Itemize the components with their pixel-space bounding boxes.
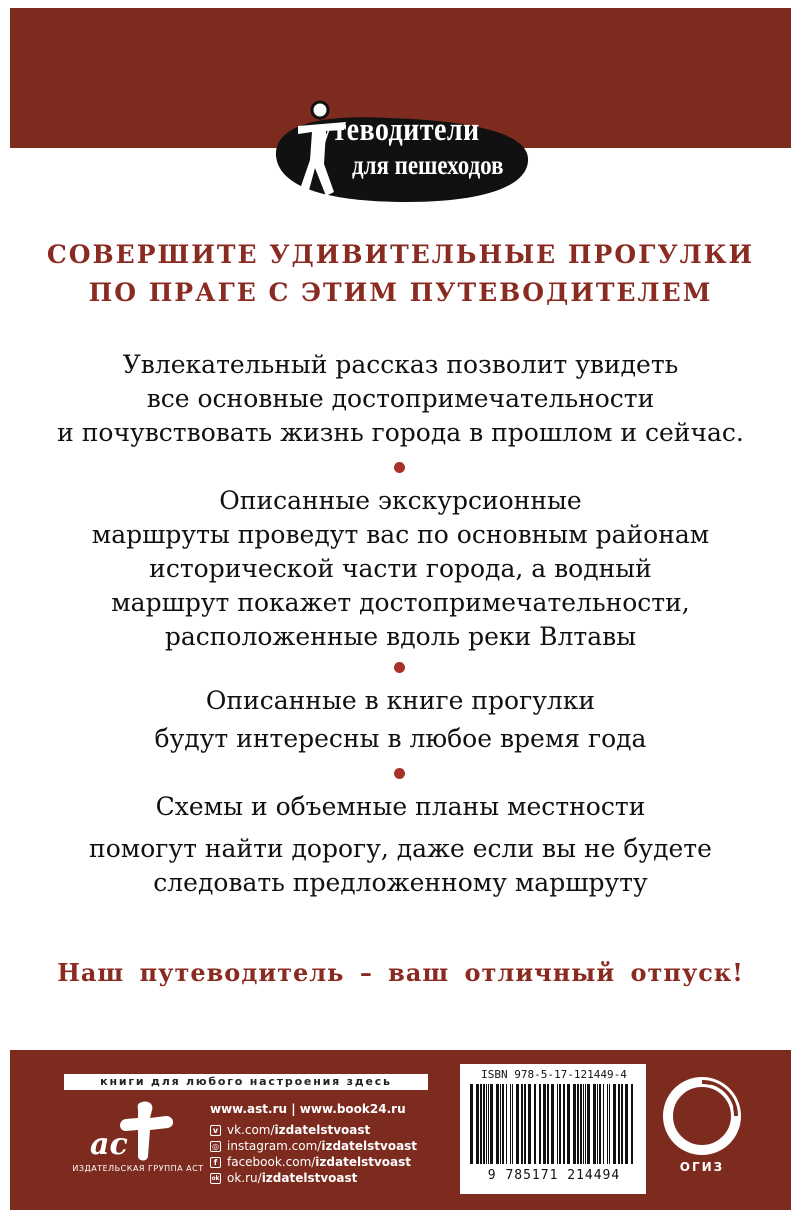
barcode: [468, 1084, 640, 1166]
barcode-bar: [551, 1084, 554, 1164]
vk-icon: v: [210, 1125, 221, 1136]
paragraph-2-line-3: исторической части города, а водный: [149, 554, 652, 583]
barcode-bar: [516, 1084, 519, 1164]
barcode-bar: [502, 1084, 504, 1164]
barcode-bar: [625, 1084, 628, 1164]
bullet-dot: [394, 462, 405, 473]
barcode-bar: [607, 1084, 608, 1164]
barcode-bar: [496, 1084, 499, 1164]
barcode-bar: [631, 1084, 633, 1164]
barcode-bar: [567, 1084, 570, 1164]
social-link-vk[interactable]: [210, 1122, 417, 1138]
barcode-bar: [521, 1084, 523, 1164]
social-handle: izdatelstvoast: [261, 1171, 358, 1185]
website-links[interactable]: www.ast.ru | www.book24.ru: [210, 1102, 406, 1116]
barcode-bar: [512, 1084, 513, 1164]
social-prefix: ok.ru/: [227, 1171, 262, 1185]
paragraph-2-line-1: Описанные экскурсионные: [219, 486, 582, 515]
logo-subtitle: для пешеходов: [352, 150, 504, 180]
barcode-bar: [470, 1084, 473, 1164]
social-handle: izdatelstvoast: [315, 1155, 411, 1169]
paragraph-2-line-5: расположенные вдоль реки Влтавы: [164, 622, 637, 651]
isbn-number: ISBN 978-5-17-121449-4: [481, 1068, 627, 1081]
barcode-bar: [559, 1084, 561, 1164]
barcode-bar: [483, 1084, 485, 1164]
social-link-instagram[interactable]: [210, 1138, 417, 1154]
barcode-bar: [599, 1084, 601, 1164]
barcode-bar: [585, 1084, 586, 1164]
barcode-bar: [557, 1084, 558, 1164]
barcode-bar: [534, 1084, 536, 1164]
instagram-icon: ◎: [210, 1141, 221, 1152]
barcode-bar: [609, 1084, 610, 1164]
ast-cross-icon: [120, 1101, 173, 1160]
ast-logo: [86, 1098, 182, 1164]
paragraph-4-line-2: помогут найти дорогу, даже если вы не будете: [89, 834, 712, 863]
facebook-icon: f: [210, 1157, 221, 1168]
barcode-bar: [587, 1084, 590, 1164]
barcode-bar: [476, 1084, 479, 1164]
barcode-bar: [563, 1084, 565, 1164]
barcode-bar: [613, 1084, 616, 1164]
slogan: Наш путеводитель – ваш отличный отпуск!: [57, 958, 744, 987]
logo-title: утеводители: [318, 112, 480, 148]
barcode-bar: [486, 1084, 487, 1164]
barcode-bar: [618, 1084, 620, 1164]
barcode-bar: [488, 1084, 489, 1164]
barcode-bar: [577, 1084, 579, 1164]
odnoklassniki-icon: ok: [211, 1174, 220, 1182]
barcode-bar: [490, 1084, 493, 1164]
paragraph-4-line-3: следовать предложенному маршруту: [153, 868, 648, 897]
paragraph-4-line-1: Схемы и объемные планы местности: [155, 792, 646, 821]
barcode-bar: [543, 1084, 546, 1164]
barcode-bar: [597, 1084, 598, 1164]
social-link-facebook[interactable]: [210, 1154, 417, 1170]
barcode-bar: [580, 1084, 582, 1164]
barcode-bar: [621, 1084, 623, 1164]
paragraph-3-line-2: будут интересны в любое время года: [154, 724, 647, 753]
barcode-bar: [500, 1084, 501, 1164]
ean-number: 9 785171 214494: [487, 1168, 621, 1183]
barcode-bar: [528, 1084, 531, 1164]
barcode-bar: [603, 1084, 604, 1164]
publisher-name: ИЗДАТЕЛЬСКАЯ ГРУППА АСТ: [72, 1164, 204, 1173]
paragraph-1-line-2: все основные достопримечательности: [146, 384, 655, 413]
barcode-bar: [524, 1084, 526, 1164]
paragraph-2-line-4: маршрут покажет достопримечательности,: [111, 588, 690, 617]
barcode-bar: [573, 1084, 576, 1164]
social-prefix: vk.com/: [227, 1123, 275, 1137]
bullet-dot: [394, 768, 405, 779]
paragraph-3-line-1: Описанные в книге прогулки: [205, 686, 596, 715]
social-prefix: facebook.com/: [227, 1155, 316, 1169]
barcode-bar: [510, 1084, 511, 1164]
bullet-dot: [394, 662, 405, 673]
barcode-bar: [547, 1084, 549, 1164]
ogiz-logo: [662, 1076, 742, 1156]
barcode-bar: [480, 1084, 482, 1164]
headline-line-2: ПО ПРАГЕ С ЭТИМ ПУТЕВОДИТЕЛЕМ: [88, 278, 713, 307]
barcode-bar: [506, 1084, 507, 1164]
social-link-odnoklassniki[interactable]: [210, 1170, 417, 1186]
social-handle: izdatelstvoast: [321, 1139, 418, 1153]
paragraph-1-line-3: и почувствовать жизнь города в прошлом и сейчас.: [57, 418, 744, 447]
barcode-bar: [583, 1084, 584, 1164]
headline-line-1: СОВЕРШИТЕ УДИВИТЕЛЬНЫЕ ПРОГУЛКИ: [46, 240, 755, 269]
ogiz-label: ОГИЗ: [679, 1160, 725, 1174]
barcode-bar: [539, 1084, 541, 1164]
svg-text:ac: ac: [90, 1127, 128, 1162]
tagline-bar: книги для любого настроения здесь: [64, 1074, 428, 1090]
paragraph-2-line-2: маршруты проведут вас по основным районам: [91, 520, 710, 549]
social-handle: izdatelstvoast: [274, 1123, 371, 1137]
contact-links: [210, 1100, 417, 1186]
paragraph-1-line-1: Увлекательный рассказ позволит увидеть: [122, 350, 679, 379]
social-prefix: instagram.com/: [227, 1139, 322, 1153]
barcode-bar: [593, 1084, 596, 1164]
